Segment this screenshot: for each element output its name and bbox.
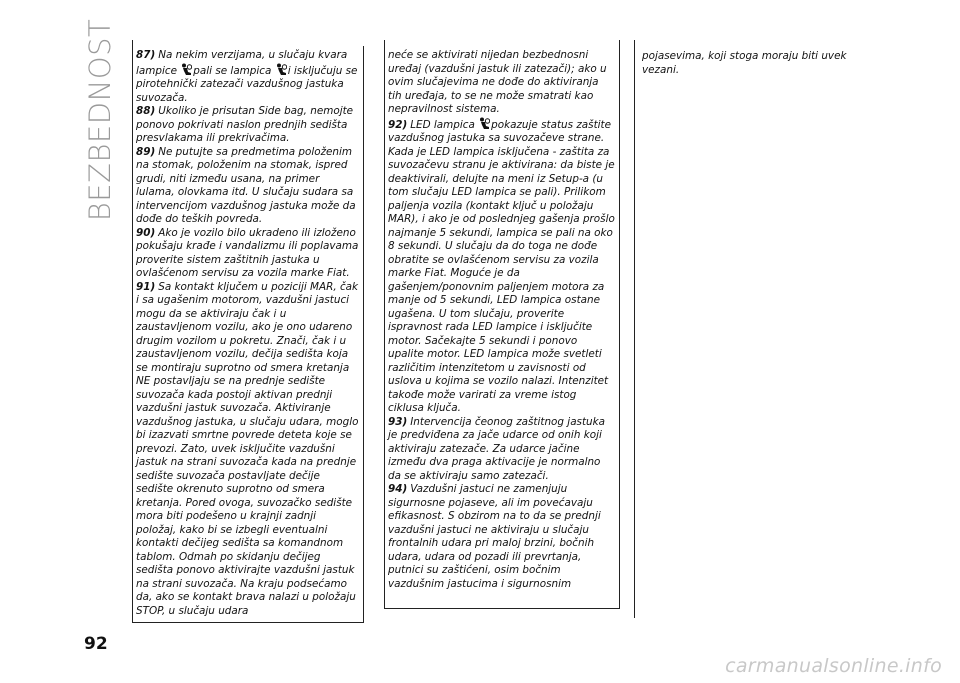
note-number: 89) [136, 145, 156, 158]
note-89 [136, 146, 359, 227]
note-number: 87) [136, 49, 156, 61]
text-column-3 [639, 46, 871, 81]
note-text: pokazuje status zaštite vazdušnog jastuka sa suvozačeve strane. Kada je LED lampica isključena - zaštita za suvozačevu stranu je aktivirana: da biste je deaktivirali, delujte na meni iz Setup-a (u tom slučaju LED lampica se pali). Prilikom paljenja vozila (kontakt ključ u položaju MAR), i ako je od poslednjeg gašenja prošlo najmanje 5 sekundi, lampica se pali na oko 8 sekundi. U slučaju da do toga ne dođe obratite se ovlašćenom servisu za vozila marke Fiat. Moguće je da gašenjem/ponovnim paljenjem motora za manje od 5 sekundi, LED lampica ostane ugašena. U tom slučaju, proverite ispravnost rada LED lampice i isključite motor. Sačekajte 5 sekundi i ponovo upalite motor. LED lampica može svetleti različitim intenzitetom u zavisnosti od uslova u kojima se vozilo nalazi. Intenzitet takođe može varirati za vreme istog ciklusa ključa. [388, 118, 615, 414]
text-column-2 [384, 46, 620, 609]
note-text: Ne putujte sa predmetima položenim na stomak, položenim na stomak, ispred grudi, niti između usana, na primer lulama, olovkama itd. U slučaju sudara sa intervencijom vazdušnog jastuka može da dođe do teških povreda. [136, 145, 356, 225]
section-title-text: BEZBEDNOST [83, 18, 117, 222]
section-title [80, 18, 120, 222]
note-number: 88) [136, 105, 156, 117]
note-number: 91) [136, 280, 156, 293]
text-column-1 [132, 46, 364, 623]
note-94 [388, 483, 615, 591]
note-88 [136, 105, 359, 146]
note-text: Na nekim verzijama, u slučaju kvara lampice [136, 49, 348, 77]
note-number: 90) [136, 226, 156, 239]
note-90 [136, 227, 359, 281]
airbag-passenger-icon [479, 117, 490, 130]
note-text: pojasevima, koji stoga moraju biti uvek vezani. [642, 50, 847, 76]
note-87 [136, 49, 359, 105]
note-number: 92) [388, 118, 408, 131]
note-number: 94) [388, 483, 408, 495]
note-94-continued [642, 50, 867, 77]
note-91 [136, 281, 359, 619]
note-text: neće se aktivirati nijedan bezbednosni uređaj (vazdušni jastuk ili zatezači); ako u ovim slučajevima ne dođe do aktiviranja tih uređaja, to se ne može smatrati kao nepravilnost sistema. [388, 49, 607, 115]
note-number: 93) [388, 415, 408, 428]
note-text: Sa kontakt ključem u poziciji MAR, čak i sa ugašenim motorom, vazdušni jastuci mogu da se aktiviraju čak i u zaustavljenom vozilu, ako je ono udareno drugim vozilom u pokretu. Znači, čak i u zaustavljenom vozilu, dečija sedišta koja se montiraju suprotno od smera kretanja NE postavljaju se na prednje sedište suvozača kada postoji aktivan prednji vazdušni jastuk suvozača. Aktiviranje vazdušnog jastuka, u slučaju udara, moglo bi izazvati smrtne povrede deteta koje se prevozi. Zato, uvek isključite vazdušni jastuk na strani suvozača kada na prednje sedište suvozača postavljate dečije sedište okrenuto suprotno od smera kretanja. Pored ovoga, suvozačko sedište mora biti podešeno u krajnji zadnji položaj, kako bi se izbegli eventualni kontakti dečijeg sedišta sa komandnom tablom. Odmah po skidanju dečijeg sedišta ponovo aktivirajte vazdušni jastuk na strani suvozača. Na kraju podsećamo da, ako se kontakt brava nalazi u položaju STOP, u slučaju udara [136, 280, 359, 617]
note-93 [388, 416, 615, 484]
note-text: Vazdušni jastuci ne zamenjuju sigurnosne pojaseve, ali im povećavaju efikasnost. S obzirom na to da se prednji vazdušni jastuci ne aktiviraju u slučaju frontalnih udara pri maloj brzini, bočnih udara, udara od pozadi ili prevrtanja, putnici su zaštićeni, osim bočnim vazdušnim jastucima i sigurnosnim [388, 483, 601, 590]
divider-line-far [634, 40, 635, 618]
watermark: carmanualsonline.info [725, 655, 942, 677]
page-number: 92 [84, 634, 108, 654]
note-91-continued [388, 49, 615, 117]
note-text: Intervencija čeonog zaštitnog jastuka je predviđena za jače udarce od onih koji aktiviraju zatezače. Za udarce jačine između dva praga aktivacije je normalno da se aktiviraju samo zatezači. [388, 415, 606, 482]
note-text: LED lampica [410, 118, 475, 131]
airbag-passenger-icon [181, 63, 192, 76]
note-text: Ako je vozilo bilo ukradeno ili izloženo pokušaju krađe i vandalizmu ili poplavama proverite sistem zaštitnih jastuka u ovlašćenom servisu za vozila marke Fiat. [136, 226, 359, 279]
note-text: Ukoliko je prisutan Side bag, nemojte ponovo pokrivati naslon prednjih sedišta presvlakama ili prekrivačima. [136, 105, 354, 144]
note-92 [388, 117, 615, 416]
airbag-passenger-icon [276, 63, 287, 76]
note-text: pali se lampica [193, 64, 272, 77]
note-text: i isključuju se pirotehnički zatezači vazdušnog jastuka suvozača. [136, 64, 358, 104]
